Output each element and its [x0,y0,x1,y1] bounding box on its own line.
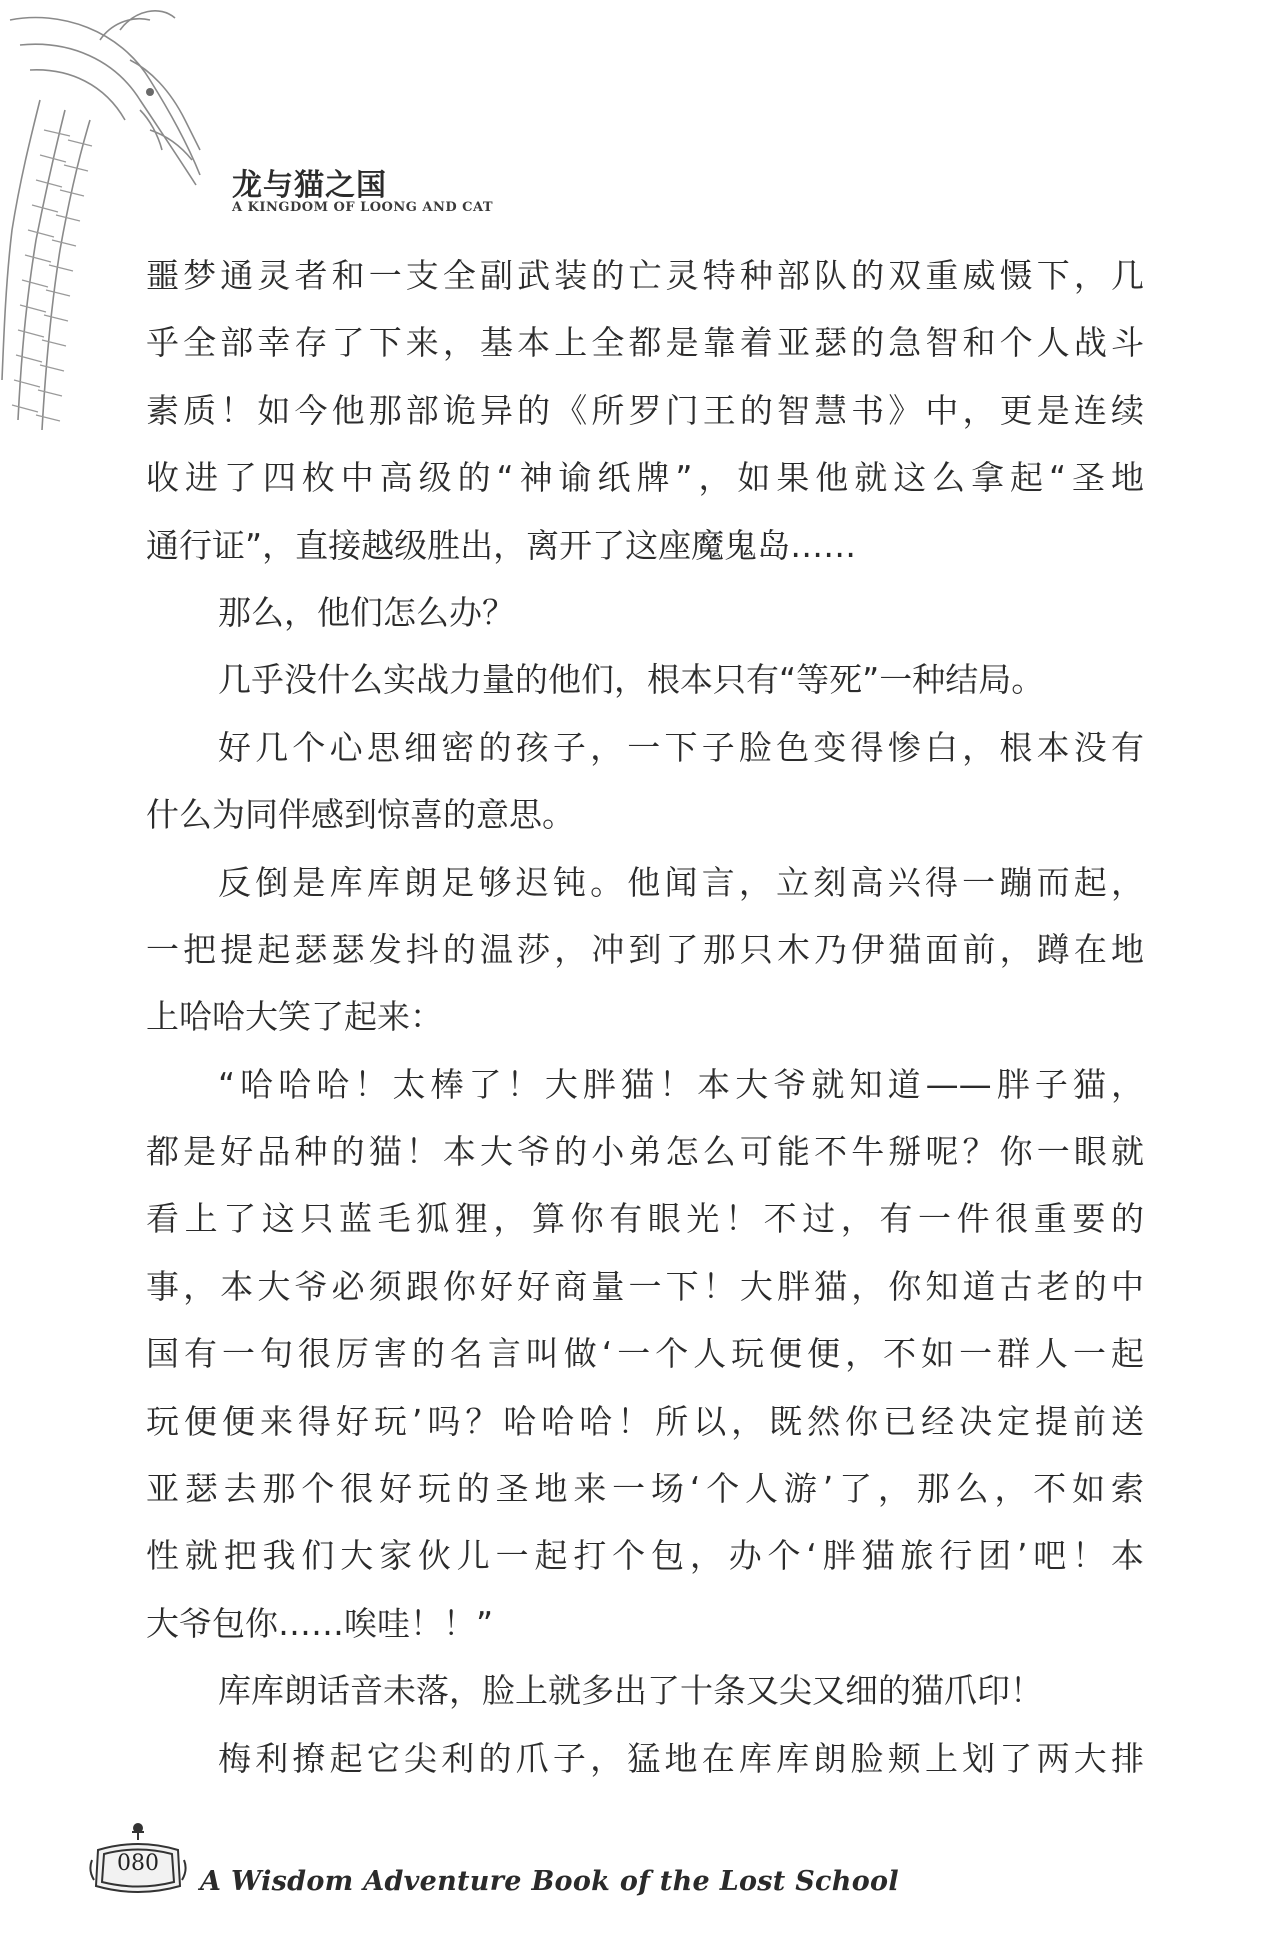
book-series-subtitle: A KINGDOM OF LOONG AND CAT [232,200,494,215]
text-line: “哈哈哈！太棒了！大胖猫！本大爷就知道——胖子猫， [218,1064,1144,1104]
text-line: 事，本大爷必须跟你好好商量一下！大胖猫，你知道古老的中 [146,1266,1144,1306]
body-text [146,242,1144,1792]
page-number: 080 [117,1851,159,1876]
book-series-title: 龙与猫之国 [232,168,387,203]
text-line: 性就把我们大家伙儿一起打个包，办个‘胖猫旅行团’吧！本 [146,1536,1144,1576]
text-line: 几乎没什么实战力量的他们，根本只有“等死”一种结局。 [218,660,1045,700]
text-line: 亚瑟去那个很好玩的圣地来一场‘个人游’了，那么，不如索 [146,1469,1144,1509]
text-line: 上哈哈大笑了起来： [146,997,443,1037]
text-line: 大爷包你……唉哇！！” [146,1603,494,1643]
text-line: 都是好品种的猫！本大爷的小弟怎么可能不牛掰呢？你一眼就 [146,1132,1144,1172]
text-line: 噩梦通灵者和一支全副武装的亡灵特种部队的双重威慑下，几 [146,256,1144,295]
text-line: 看上了这只蓝毛狐狸，算你有眼光！不过，有一件很重要的 [146,1199,1144,1239]
text-line: 一把提起瑟瑟发抖的温莎，冲到了那只木乃伊猫面前，蹲在地 [146,929,1144,969]
text-line: 梅利撩起它尖利的爪子，猛地在库库朗脸颊上划了两大排 [218,1738,1144,1778]
footer-book-title: A Wisdom Adventure Book of the Lost School [200,1866,899,1897]
text-line: 什么为同伴感到惊喜的意思。 [146,795,575,835]
text-line: 通行证”，直接越级胜出，离开了这座魔鬼岛…… [146,525,857,565]
text-line: 乎全部幸存了下来，基本上全都是靠着亚瑟的急智和个人战斗 [146,323,1144,363]
text-line: 库库朗话音未落，脸上就多出了十条又尖又细的猫爪印！ [218,1671,1043,1711]
text-line: 国有一句很厉害的名言叫做‘一个人玩便便，不如一群人一起 [146,1334,1144,1374]
text-line: 好几个心思细密的孩子，一下子脸色变得惨白，根本没有 [218,727,1144,767]
text-line: 玩便便来得好玩’吗？哈哈哈！所以，既然你已经决定提前送 [146,1401,1144,1441]
text-line: 素质！如今他那部诡异的《所罗门王的智慧书》中，更是连续 [146,390,1144,430]
text-line: 收进了四枚中高级的“神谕纸牌”，如果他就这么拿起“圣地 [146,458,1144,498]
text-line: 反倒是库库朗足够迟钝。他闻言，立刻高兴得一蹦而起， [218,862,1144,902]
text-line: 那么，他们怎么办？ [218,592,515,632]
